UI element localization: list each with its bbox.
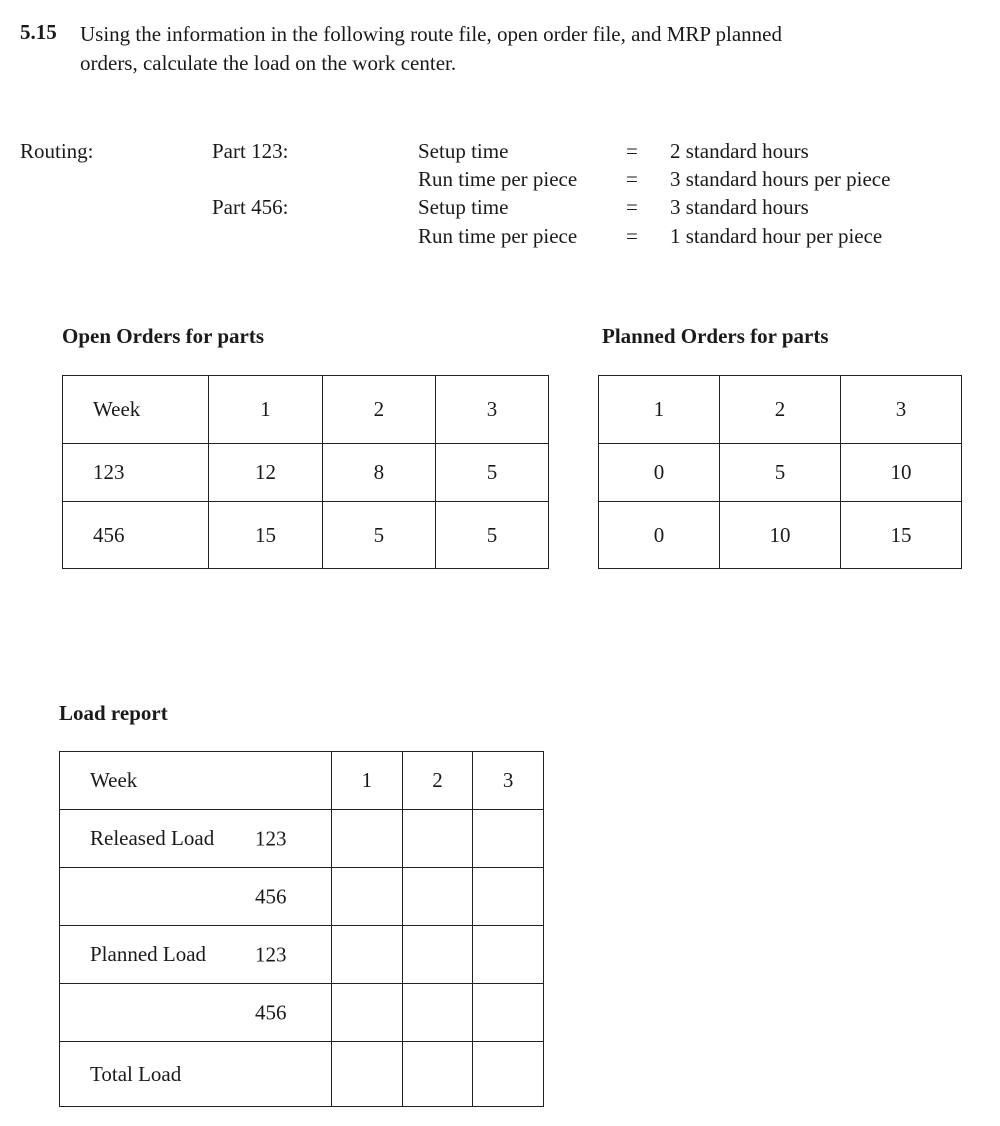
routing-part-123-run-eq: =	[626, 167, 638, 191]
open-orders-row	[63, 502, 549, 569]
open-orders-row	[63, 444, 549, 502]
open-orders-table	[62, 375, 549, 569]
load-report-empty-cell[interactable]	[402, 926, 473, 984]
planned-orders-header-cell: 2	[719, 376, 840, 444]
load-report-empty-cell[interactable]	[332, 810, 403, 868]
load-report-empty-cell[interactable]	[402, 810, 473, 868]
routing-part-456-setup-label: Setup time	[418, 195, 509, 219]
load-report-part-number: 123	[255, 942, 287, 966]
problem-text-line-1: Using the information in the following route file, open order file, and MRP planned	[80, 22, 782, 46]
load-report-header-row	[60, 752, 544, 810]
load-report-row-label	[60, 1042, 332, 1107]
planned-orders-header-cell: 1	[599, 376, 720, 444]
routing-part-456-run-eq: =	[626, 224, 638, 248]
load-report-empty-cell[interactable]	[473, 1042, 544, 1107]
open-orders-header-row	[63, 376, 549, 444]
open-orders-qty-cell: 12	[209, 444, 323, 502]
load-report-table	[59, 751, 544, 1107]
problem-text	[80, 20, 782, 78]
open-orders-header-cell: 1	[209, 376, 323, 444]
load-report-empty-cell[interactable]	[332, 1042, 403, 1107]
load-report-row-label	[60, 868, 332, 926]
routing-part-456-setup-eq: =	[626, 195, 638, 219]
load-report-empty-cell[interactable]	[402, 984, 473, 1042]
load-report-part-number: 456	[255, 884, 287, 908]
planned-orders-row	[599, 502, 962, 569]
load-report-row-label	[60, 810, 332, 868]
open-orders-qty-cell: 8	[322, 444, 435, 502]
routing-part-123-setup-eq: =	[626, 139, 638, 163]
open-orders-qty-cell: 15	[209, 502, 323, 569]
load-report-row	[60, 984, 544, 1042]
routing-part-456-run-label: Run time per piece	[418, 224, 578, 248]
routing-part-123-run-value: 3 standard hours per piece	[670, 167, 891, 191]
load-report-row-label	[60, 984, 332, 1042]
open-orders-header-cell: 2	[322, 376, 435, 444]
open-orders-qty-cell: 5	[435, 444, 548, 502]
load-report-part-number: 456	[255, 1000, 287, 1024]
load-report-empty-cell[interactable]	[402, 1042, 473, 1107]
load-report-empty-cell[interactable]	[473, 926, 544, 984]
open-orders-part-cell: 123	[63, 444, 209, 502]
load-report-row	[60, 868, 544, 926]
planned-orders-title: Planned Orders for parts	[602, 324, 829, 348]
load-report-empty-cell[interactable]	[473, 868, 544, 926]
open-orders-title: Open Orders for parts	[62, 324, 265, 348]
load-report-row-label	[60, 926, 332, 984]
load-report-header-week-number: 2	[402, 752, 473, 810]
problem-number: 5.15	[20, 20, 57, 44]
routing-part-123-name: Part 123:	[212, 139, 289, 163]
planned-orders-qty-cell: 0	[599, 444, 720, 502]
open-orders-header-cell: 3	[435, 376, 548, 444]
load-report-empty-cell[interactable]	[332, 984, 403, 1042]
planned-orders-header-row	[599, 376, 962, 444]
load-report-title: Load report	[59, 701, 168, 725]
load-report-label-text: Planned Load	[90, 942, 207, 966]
planned-orders-header-cell: 3	[840, 376, 961, 444]
open-orders-qty-cell: 5	[435, 502, 548, 569]
routing-label: Routing:	[20, 139, 94, 163]
load-report-empty-cell[interactable]	[473, 810, 544, 868]
routing-part-123-run-label: Run time per piece	[418, 167, 578, 191]
open-orders-header-week: Week	[63, 376, 209, 444]
problem-text-line-2: orders, calculate the load on the work center.	[80, 51, 457, 75]
load-report-empty-cell[interactable]	[332, 926, 403, 984]
planned-orders-qty-cell: 15	[840, 502, 961, 569]
routing-part-123-setup-value: 2 standard hours	[670, 139, 809, 163]
load-report-empty-cell[interactable]	[402, 868, 473, 926]
planned-orders-table	[598, 375, 962, 569]
load-report-header-week-number: 1	[332, 752, 403, 810]
load-report-row	[60, 810, 544, 868]
routing-part-123-setup-label: Setup time	[418, 139, 509, 163]
planned-orders-qty-cell: 5	[719, 444, 840, 502]
load-report-header-week-number: 3	[473, 752, 544, 810]
open-orders-qty-cell: 5	[322, 502, 435, 569]
load-report-part-number: 123	[255, 826, 287, 850]
planned-orders-qty-cell: 10	[840, 444, 961, 502]
load-report-empty-cell[interactable]	[332, 868, 403, 926]
routing-part-456-run-value: 1 standard hour per piece	[670, 224, 883, 248]
load-report-label-text: Released Load	[90, 826, 215, 850]
load-report-label-text: Total Load	[90, 1061, 182, 1086]
load-report-row	[60, 1042, 544, 1107]
load-report-empty-cell[interactable]	[473, 984, 544, 1042]
planned-orders-row	[599, 444, 962, 502]
planned-orders-qty-cell: 10	[719, 502, 840, 569]
open-orders-part-cell: 456	[63, 502, 209, 569]
load-report-row	[60, 926, 544, 984]
routing-part-456-setup-value: 3 standard hours	[670, 195, 809, 219]
load-report-header-week: Week	[60, 752, 332, 810]
planned-orders-qty-cell: 0	[599, 502, 720, 569]
routing-part-456-name: Part 456:	[212, 195, 289, 219]
